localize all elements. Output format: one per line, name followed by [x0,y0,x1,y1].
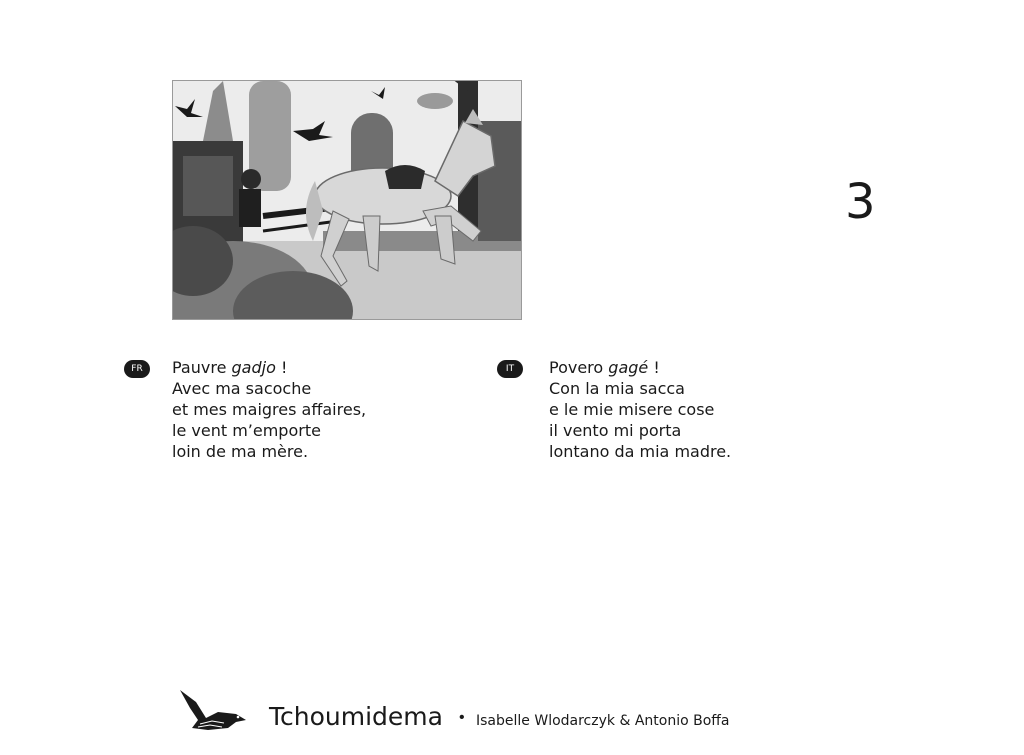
it-poem-line: lontano da mia madre. [549,442,732,461]
horse-cart-scene-illustration [173,81,522,320]
fr-poem-line: le vent m’emporte [172,421,321,440]
it-poem [549,357,731,462]
page-number: 3 [845,174,876,230]
fr-poem-line: et mes maigres affaires, [172,400,367,419]
illustration [172,80,522,320]
it-poem-line: il vento mi porta [549,421,682,440]
footer [178,688,818,736]
it-language-badge: IT [497,360,523,378]
fr-poem [172,357,366,462]
authors: Isabelle Wlodarczyk & Antonio Boffa [476,713,730,729]
fr-poem-line: Pauvre gadjo ! [172,358,288,377]
fr-poem-line: Avec ma sacoche [172,379,312,398]
fr-language-badge: FR [124,360,150,378]
separator: • [459,709,465,726]
it-poem-line: Povero gagé ! [549,358,660,377]
fr-poem-line: loin de ma mère. [172,442,309,461]
it-poem-line: e le mie misere cose [549,400,715,419]
bird-icon [178,688,248,739]
it-poem-line: Con la mia sacca [549,379,685,398]
series-title: Tchoumidema [269,702,443,731]
